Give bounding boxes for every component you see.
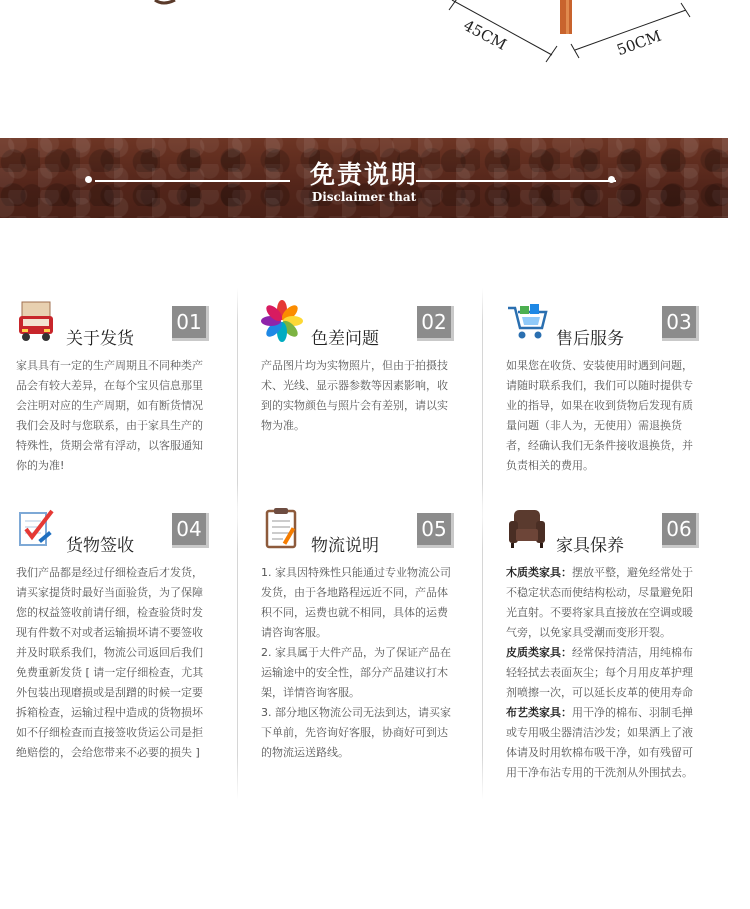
card-number: 02 xyxy=(417,306,454,341)
logistics-point: 3. 部分地区物流公司无法到达，请买家下单前，先咨询好客服，协商好可到达的物流运送路线。 xyxy=(261,706,451,759)
care-text-leather: 经常保持清洁，用纯棉布轻轻拭去表面灰尘；每个月用皮革护理剂喷擦一次，可以延长皮革的使用寿命 xyxy=(506,646,693,699)
logistics-point: 1. 家具因特殊性只能通过专业物流公司发货，由于各地路程远近不同，产品体积不同，运费也就不相同，具体的运费请咨询客服。 xyxy=(261,566,451,639)
shopping-cart-icon xyxy=(506,300,548,342)
dimension-label-depth: 45CM xyxy=(460,16,510,54)
care-label-leather: 皮质类家具： xyxy=(506,646,572,659)
card-text: 家具具有一定的生产周期且不同种类产品会有较大差异，在每个宝贝信息那里会注明对应的生产周期，如有断货情况我们会及时与您联系，由于家具生产的特殊性，货期会常有浮动，以客服通知你的为准! xyxy=(16,359,203,472)
column-divider xyxy=(237,288,238,518)
care-label-wood: 木质类家具： xyxy=(506,566,572,579)
banner-subtitle: Disclaimer that xyxy=(311,190,417,204)
care-text-fabric: 用干净的棉布、羽制毛掸或专用吸尘器清洁沙发；如果洒上了液体请及时用软棉布吸干净，如有残留可用干净布沾专用的干洗剂从外围拭去。 xyxy=(506,706,693,779)
card-text: 我们产品都是经过仔细检查后才发货，请买家提货时最好当面验货，为了保障您的权益签收前请仔细，检查验货时发现有件数不对或者运输损坏请不要签收并及时联系我们，物流公司返回后我们免费重新发货 [ 请一定仔细检查，尤其外包装出现磨损或是刮蹭的时候一定要拆箱检查，运输过程中造成的货物损坏如不仔细检查而直接签收货运公司是拒绝赔偿的，会给您带来不必要的损失 ] xyxy=(16,566,204,759)
card-number: 04 xyxy=(172,513,209,548)
card-number: 03 xyxy=(662,306,699,341)
card-title: 色差问题 xyxy=(311,329,379,349)
card-title: 售后服务 xyxy=(556,329,624,349)
checklist-icon xyxy=(16,507,58,549)
armchair-icon xyxy=(506,507,548,549)
card-text: 产品图片均为实物照片，但由于拍摄技术、光线、显示器参数等因素影响，收到的实物颜色与照片会有差别，请以实物为准。 xyxy=(261,359,448,432)
column-divider xyxy=(482,505,483,800)
card-text: 如果您在收货、安装使用时遇到问题，请随时联系我们，我们可以随时提供专业的指导，如果在收到货物后发现有质量问题（非人为，无使用）需退换货者，经确认我们无条件接收退换货，并负责相关的费用。 xyxy=(506,359,693,472)
delivery-truck-icon xyxy=(16,300,58,342)
card-title: 关于发货 xyxy=(66,329,134,349)
column-divider xyxy=(482,288,483,518)
color-wheel-icon xyxy=(261,300,303,342)
card-text xyxy=(506,563,702,783)
dimension-diagram xyxy=(0,0,750,130)
dimension-label-width: 50CM xyxy=(614,26,664,60)
clipboard-icon xyxy=(261,507,303,549)
dimension-lines xyxy=(0,0,750,130)
banner-title: 免责说明 xyxy=(309,160,418,189)
card-number: 01 xyxy=(172,306,209,341)
disclaimer-banner xyxy=(0,138,728,218)
logistics-point: 2. 家具属于大件产品，为了保证产品在运输途中的安全性，部分产品建议打木架，详情咨询客服。 xyxy=(261,646,451,699)
card-text xyxy=(261,563,457,763)
card-title: 物流说明 xyxy=(311,536,379,556)
column-divider xyxy=(237,505,238,800)
care-label-fabric: 布艺类家具： xyxy=(506,706,572,719)
card-title: 家具保养 xyxy=(556,536,624,556)
card-number: 06 xyxy=(662,513,699,548)
card-number: 05 xyxy=(417,513,454,548)
care-text-wood: 摆放平整，避免经常处于不稳定状态而使结构松动，尽量避免阳光直射。不要将家具直接放在空调或暖气旁，以免家具受潮而变形开裂。 xyxy=(506,566,693,639)
card-title: 货物签收 xyxy=(66,536,134,556)
